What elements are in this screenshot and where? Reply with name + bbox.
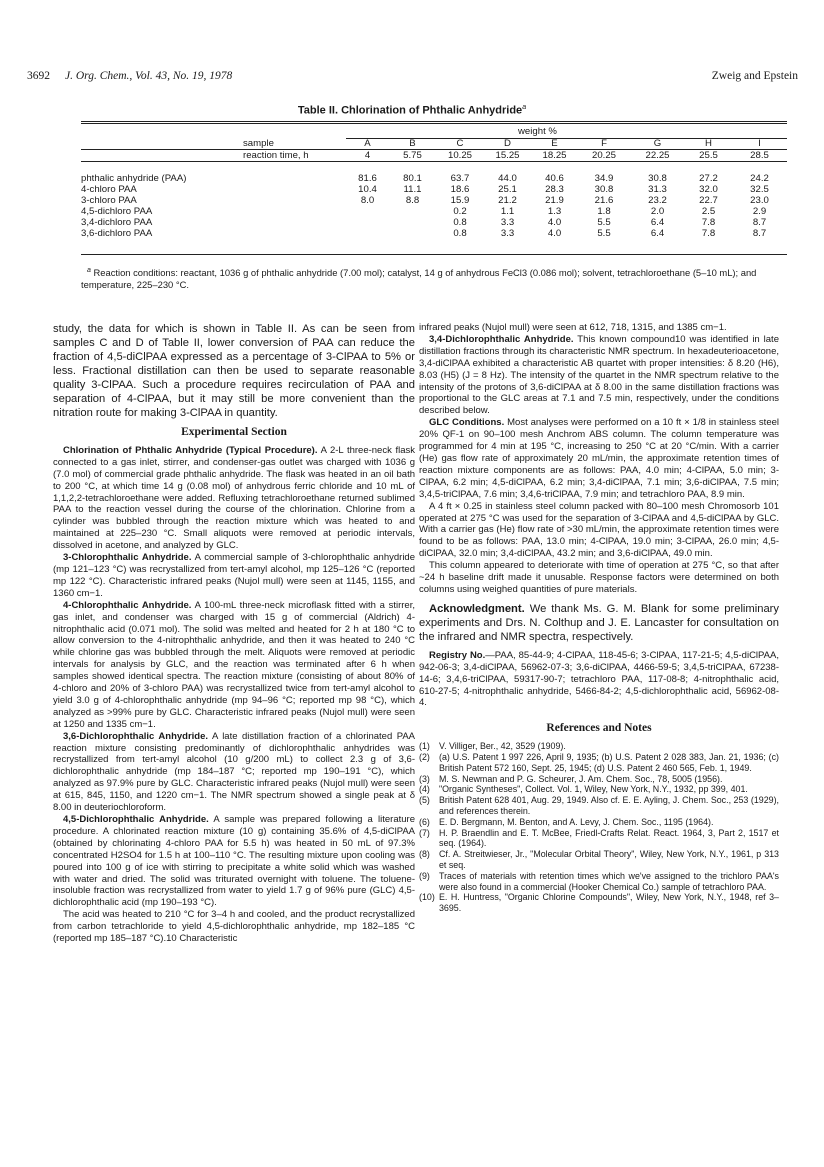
time-value: 18.25 [542, 150, 567, 161]
paragraph: infrared peaks (Nujol mull) were seen at 612, 718, 1315, and 1385 cm−1. [419, 322, 727, 333]
weight-value: 4.0 [547, 217, 562, 228]
reference-number: (4) [419, 784, 430, 795]
weight-value: 2.0 [650, 206, 665, 217]
weight-value [346, 217, 389, 228]
paragraph [53, 814, 415, 909]
table-body [81, 173, 787, 239]
table-caption-note-mark: a [522, 104, 527, 111]
table-top-rule-2 [81, 123, 787, 124]
weight-value: 0.8 [453, 228, 467, 239]
weight-value: 5.5 [597, 217, 611, 228]
weight-value: 7.8 [701, 228, 716, 239]
running-authors: Zweig and Epstein [711, 70, 798, 82]
table-row [81, 228, 787, 239]
weight-value: 0.8 [453, 217, 467, 228]
sample-id: E [551, 138, 558, 149]
reference-item [419, 795, 779, 817]
reference-item [419, 741, 779, 752]
table-footnote-text: Reaction conditions: reactant, 1036 g of phthalic anhydride (7.00 mol); catalyst, 14 g of anhydrous FeCl3 (0.086 mol); solvent, tetrachloroethane (5–10 mL); and temperature, 225–230 °C. [81, 267, 757, 291]
paragraph-heading: GLC Conditions. [429, 417, 505, 429]
weight-value [389, 217, 436, 228]
weight-value: 25.1 [498, 184, 517, 195]
weight-value: 18.6 [450, 184, 470, 195]
reference-text: E. H. Huntress, "Organic Chlorine Compounds", Wiley, New York, N.Y., 1948, ref 3–3695. [439, 892, 779, 914]
registry-text: —PAA, 85-44-9; 4-ClPAA, 118-45-6; 3-ClPAA, 117-21-5; 4,5-diClPAA, 942-06-3; 3,4-diClPAA, 56962-07-3; 3,6-diClPAA, 4466-59-5; 3,4,5-triClPAA, 67238-14-6; 3,4,6-triClPAA, 59317-90-7; tetrachloro PAA, 117-08-8; 4-nitrophthalic acid, 610-27-5; 4-nitrophthalic anhydride, 5466-84-2; 4,5-dichlorophthalic acid, 56962-08-4. [419, 649, 779, 709]
time-value: 20.25 [591, 150, 616, 161]
compound-label: 3,6-dichloro PAA [81, 228, 153, 239]
weight-value [346, 228, 389, 239]
weight-value: 11.1 [403, 184, 422, 195]
paragraph-text: A 100-mL three-neck microflask fitted with a stirrer, gas inlet, and condenser was charged with 15 g of commercial (Aldrich) 4-nitrophthalic acid (0.071 mol). The solid was melted and heated for 2 h at 180 °C to allow conversion to the 4-nitrophthalic anhydride, and then it was heated to 240 °C while chlorine gas was bubbled through the melt. Aliquots were removed at periodic intervals for analysis by GLC, and the reaction was terminated after 6 h when samples showed identical spectra. The reaction mixture (consisting of about 80% of 4-chloro and 20% of 3-chloro PAA) was recrystallized twice from tert-amyl alcohol to yield 3.0 g of 4-chlorophthalic anhydride (mp 94–96 °C; reported mp 98 °C), which analyzed as >99% pure by GLC. Characteristic infrared peaks (Nujol mull) were seen at 1250 and 1335 cm−1. [53, 599, 415, 730]
weight-value: 23.0 [750, 195, 769, 206]
reference-item [419, 871, 779, 893]
weight-value: 4.0 [547, 228, 562, 239]
time-value: 15.25 [495, 150, 520, 161]
weight-value: 30.8 [648, 173, 667, 184]
paragraph-heading: 3,4-Dichlorophthalic Anhydride. [429, 333, 574, 345]
acknowledgment-heading: Acknowledgment. [429, 602, 525, 615]
table-row [81, 173, 787, 184]
weight-value: 8.0 [360, 195, 375, 206]
reference-number: (7) [419, 827, 430, 838]
weight-value: 8.7 [752, 217, 767, 228]
weight-value: 81.6 [358, 173, 377, 184]
reference-text: H. P. Braendlin and E. T. McBee, Friedl-Crafts Relat. React. 1964, 3, Part 2, 1517 et seq. (1964). [439, 827, 779, 849]
reference-item [419, 752, 779, 774]
paragraph-text: A commercial sample of 3-chlorophthalic anhydride (mp 121–123 °C) was recrystallized from tert-amyl alcohol, mp 125–126 °C (reported mp 122 °C). Characteristic infrared peaks (Nujol mull) were seen at 1145, 1155, and 1360 cm−1. [53, 552, 416, 599]
weight-value: 27.2 [699, 173, 718, 184]
reference-list [419, 741, 779, 914]
journal-citation: J. Org. Chem., Vol. 43, No. 19, 1978 [65, 70, 233, 82]
paragraph: A 4 ft × 0.25 in stainless steel column packed with 80–100 mesh Chromosorb 101 operated at 275 °C was used for the separation of 3-ClPAA and 4,5-diClPAA by GLC. With a carrier gas (He) flow rate of >30 mL/min, the approximate retention times were found to be as follows: PAA, 13.0 min; 4-ClPAA, 19.0 min; 3-ClPAA, 26.0 min; 4,5-diClPAA, 32.0 min; 3,4-diClPAA, 43.2 min; and 3,6-diClPAA, 49.0 min. [419, 500, 779, 560]
sample-id: H [705, 138, 712, 149]
acknowledgment [419, 602, 779, 644]
sample-id: A [364, 138, 371, 149]
reference-text: "Organic Syntheses", Collect. Vol. 1, Wiley, New York, N.Y., 1932, pp 399, 401. [439, 784, 748, 795]
table-caption [0, 104, 824, 117]
table-row [81, 217, 787, 228]
reference-text: E. D. Bergmann, M. Benton, and A. Levy, J. Chem. Soc., 1195 (1964). [439, 816, 714, 827]
table-top-rule [81, 121, 787, 122]
reference-item [419, 849, 779, 871]
weight-value: 2.9 [752, 206, 767, 217]
paragraph [53, 600, 415, 731]
paragraph-heading: 3,6-Dichlorophthalic Anhydride. [63, 730, 209, 742]
paragraph-text: This known compound10 was identified in late distillation fractions through its characteristic NMR spectrum. In hexadeuterioacetone, 3,4-diClPAA exhibited a characteristic AB quartet with proper intensities: δ 8.20 (H6), 8.03 (H5) (J = 8 Hz). The intensity of the quartet in the NMR spectrum relative to the intensity of the protons of 3,6-diClPAA at δ 8.00 in the same distillation fractions was proportional to the GLC areas at 7.1 and 7.5 min, respectively, under the conditions described below. [419, 333, 779, 417]
reference-number: (2) [419, 752, 430, 763]
reference-text: (a) U.S. Patent 1 997 226, April 9, 1935; (b) U.S. Patent 2 028 383, Jan. 21, 1936; (c) British Patent 572 160, Sept. 25, 1945; (d) U.S. Patent 2 460 565, Feb. 1, 1949. [439, 752, 779, 773]
time-label: reaction time, h [243, 150, 309, 161]
weight-value: 1.3 [547, 206, 562, 217]
acknowledgment-text: We thank Ms. G. M. Blank for some preliminary experiments and Drs. N. Colthup and J. E. Lancaster for consultation on the infrared and NMR spectra, respectively. [419, 602, 779, 643]
weight-value: 24.2 [750, 173, 769, 184]
weight-value: 31.3 [648, 184, 667, 195]
sample-label: sample [243, 138, 274, 149]
paragraph [53, 731, 415, 814]
experimental-section-heading: Experimental Section [181, 426, 287, 438]
compound-label: 3-chloro PAA [81, 195, 137, 206]
reference-number: (3) [419, 773, 430, 784]
reference-text: Cf. A. Streitwieser, Jr., "Molecular Orbital Theory", Wiley, New York, N.Y., 1961, p 313 et seq. [439, 849, 779, 871]
sample-id: F [601, 138, 607, 149]
weight-value: 30.8 [594, 184, 614, 195]
right-column [419, 322, 779, 914]
time-value: 5.75 [403, 150, 422, 161]
weight-header: weight % [518, 126, 557, 137]
weight-value: 44.0 [498, 173, 517, 184]
weight-value: 80.1 [403, 173, 422, 184]
reference-text: M. S. Newman and P. G. Scheurer, J. Am. Chem. Soc., 78, 5005 (1956). [439, 773, 723, 784]
paragraph-text: Most analyses were performed on a 10 ft × 1/8 in stainless steel 20% QF-1 on 90–100 mesh Anchrom ABS column. The column temperature was programmed for 4 min at 195 °C, increasing to 250 °C at 20 °C/min. With a carrier (He) gas flow rate of approximately 20 mL/min, the approximate retention times of reaction mixture components are as follows: PAA, 4.0 min; 4-ClPAA, 5.0 min; 3-ClPAA, 6.2 min; 4,5-diClPAA, 6.2 min; 3,4-diClPAA, 7.1 min; 3,6-diClPAA, 7.5 min; 3,4,5-triClPAA, 7.6 min; 3,4,6-triClPAA, 7.9 min; and tetrachloro PAA, 8.9 min. [419, 417, 779, 500]
weight-value [389, 228, 436, 239]
weight-value: 1.8 [597, 206, 611, 217]
table-caption-text: Table II. Chlorination of Phthalic Anhydride [297, 104, 523, 117]
registry-heading: Registry No. [429, 649, 486, 661]
chlorination-table [81, 126, 787, 239]
weight-value: 32.5 [750, 184, 769, 195]
sample-id: D [504, 138, 511, 149]
reference-number: (6) [419, 816, 430, 827]
weight-value: 5.5 [597, 228, 611, 239]
reference-number: (8) [419, 849, 430, 860]
reference-text: British Patent 628 401, Aug. 29, 1949. Also cf. E. E. Ayling, J. Chem. Soc., 253 (1929), and references therein. [439, 795, 779, 817]
table-bottom-rule [81, 254, 787, 255]
paragraph: This column appeared to deteriorate with time of operation at 275 °C, so that after ~24 h baseline drift made it unusable. Response factors were determined on both columns using weighed quantities of pure materials. [419, 560, 779, 595]
running-header [27, 70, 798, 86]
weight-value: 2.5 [701, 206, 716, 217]
weight-value: 0.2 [453, 206, 467, 217]
time-value: 28.5 [750, 150, 769, 161]
time-value: 25.5 [699, 150, 718, 161]
table-row [81, 206, 787, 217]
sample-id: G [653, 138, 662, 149]
reference-item [419, 828, 779, 850]
sample-id: B [409, 138, 416, 149]
reference-text: V. Villiger, Ber., 42, 3529 (1909). [439, 741, 566, 752]
weight-value: 63.7 [450, 173, 470, 184]
references-heading: References and Notes [546, 722, 652, 735]
weight-value: 21.2 [498, 195, 517, 206]
weight-value: 34.9 [594, 173, 614, 184]
table-row [81, 195, 787, 206]
weight-value [389, 206, 436, 217]
weight-value: 6.4 [650, 217, 665, 228]
reference-number: (1) [419, 741, 430, 752]
reference-number: (5) [419, 795, 430, 806]
weight-value: 40.6 [545, 173, 564, 184]
weight-value: 28.3 [545, 184, 564, 195]
compound-label: 4-chloro PAA [81, 184, 137, 195]
reference-item [419, 892, 779, 914]
weight-value: 23.2 [648, 195, 667, 206]
sample-row [81, 138, 787, 150]
intro-paragraph: study, the data for which is shown in Table II. As can be seen from samples C and D of Table II, lower conversion of PAA can reduce the fraction of 4,5-diClPAA expressed as a percentage of 3-ClPAA to 5% or less. Fractional distillation can then be used to separate reasonable quality 3-ClPAA. Such a procedure requires recirculation of PAA and separation of 4-ClPAA, but it may still be more convenient than the nitration route for making 3-ClPAA in quantity. [53, 323, 415, 419]
compound-label: phthalic anhydride (PAA) [81, 173, 187, 184]
table-footnote-mark: a [87, 267, 91, 274]
reference-item [419, 774, 779, 785]
table-row [81, 184, 787, 195]
compound-label: 3,4-dichloro PAA [81, 217, 153, 228]
weight-value: 21.9 [545, 195, 564, 206]
time-value: 22.25 [645, 150, 670, 161]
weight-value: 1.1 [500, 206, 515, 217]
weight-value [346, 206, 389, 217]
time-value: 10.25 [447, 150, 472, 161]
weight-value: 15.9 [450, 195, 470, 206]
paragraph: The acid was heated to 210 °C for 3–4 h and cooled, and the product recrystallized from carbon tetrachloride to yield 4,5-dichlorophthalic anhydride, mp 182–185 °C (reported mp 185–187 °C).10 Characteristic [53, 909, 415, 945]
time-row [81, 150, 787, 162]
sample-id: I [758, 138, 761, 149]
reference-number: (10) [419, 892, 435, 903]
weight-value: 3.3 [500, 217, 515, 228]
weight-value: 32.0 [699, 184, 718, 195]
weight-value: 22.7 [699, 195, 718, 206]
left-column [53, 322, 415, 945]
paragraph [419, 334, 779, 417]
reference-item [419, 817, 779, 828]
compound-label: 4,5-dichloro PAA [81, 206, 153, 217]
registry-numbers [419, 650, 779, 710]
weight-value: 7.8 [701, 217, 716, 228]
page-number: 3692 [27, 70, 50, 82]
weight-value: 3.3 [500, 228, 515, 239]
paragraph [53, 445, 415, 552]
paragraph-heading: 4-Chlorophthalic Anhydride. [63, 599, 192, 611]
weight-value: 8.8 [405, 195, 420, 206]
weight-value: 21.6 [594, 195, 614, 206]
paragraph-text: A 2-L three-neck flask connected to a gas inlet, stirrer, and condenser-gas outlet was charged with 1036 g (7.0 mol) of commercial grade phthalic anhydride. The flask was heated in an oil bath to 200 °C, at which time 14 g (0.08 mol) of anhydrous ferric chloride and 10 mL of 1,1,2,2-tetrachloroethane were added. Refluxing tetrachloroethane returned sublimed PAA to the reaction vessel during the course of the chlorination. Chlorine from a cylinder was bubbled through the reaction mixture which was heated to and maintained at 225–230 °C. Small aliquots were removed at periodic intervals, dissolved in acetone, and analyzed by GLC. [53, 444, 415, 552]
reference-text: Traces of materials with retention times which we've assigned to the trichloro PAA's were also found in a commercial (Hooker Chemical Co.) sample of tetrachloro PAA. [439, 870, 779, 892]
weight-value: 8.7 [752, 228, 767, 239]
paragraph-heading: Chlorination of Phthalic Anhydride (Typical Procedure). [63, 444, 318, 456]
time-value: 4 [364, 150, 371, 161]
sample-id: C [456, 138, 464, 149]
paragraph-heading: 4,5-Dichlorophthalic Anhydride. [63, 814, 209, 825]
paragraph [53, 552, 415, 600]
table-footnote [81, 265, 787, 291]
weight-value: 6.4 [650, 228, 665, 239]
reference-item [419, 784, 779, 795]
paragraph [419, 417, 779, 500]
reference-number: (9) [419, 870, 430, 881]
weight-value: 10.4 [358, 184, 377, 195]
paragraph-heading: 3-Chlorophthalic Anhydride. [63, 552, 192, 564]
paragraph-text: A late distillation fraction of a chlorinated PAA reaction mixture consisting predominantly of dichlorophthalic anhydrides was recrystallized from tert-amyl alcohol (10 g/200 mL) to collect 2.3 g of 3,6-dichlorophthalic anhydride (mp 184–187 °C; reported mp 190–191 °C), which analyzed as 97.9% pure by GLC. Characteristic infrared peaks (Nujol mull) were seen at 615, 845, 1150, and 1220 cm−1. The NMR spectrum showed a single peak at δ 8.00 in deuteriochloroform. [53, 730, 415, 814]
paragraph-text: A sample was prepared following a literature procedure. A chlorinated reaction mixture (10 g) containing 35.6% of 4,5-diClPAA (obtained by chlorinating 4-chloro PAA for 5.5 h) was heated in 50 mL of 97.3% concentrated H2SO4 for 1.5 h at 100–110 °C. The resulting mixture upon cooling was poured into 100 g of ice with stirring to precipitate a white solid which was washed with water and dried. The solid was triturated overnight with toluene. The toluene-insoluble fraction was recrystallized from water to yield 1.7 g of 96% pure (GLC) 4,5-dichlorophthalic acid (mp 190–193 °C). [53, 814, 415, 909]
